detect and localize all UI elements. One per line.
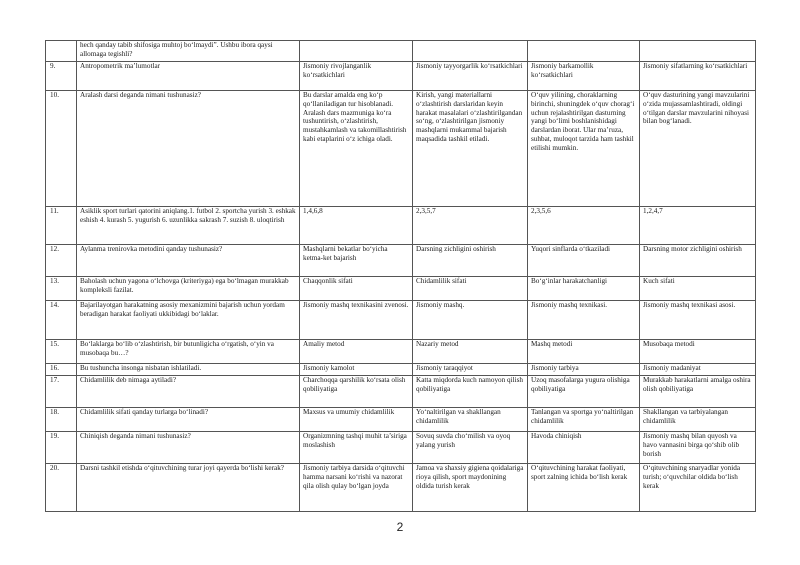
answer-option-d: Musobaqa metodi xyxy=(640,340,756,364)
answer-option-b: Jismoniy tayyorgarlik ko‘rsatkichlari xyxy=(413,62,528,91)
question-number: 10. xyxy=(46,91,77,207)
table-row xyxy=(46,207,756,245)
question-number: 17. xyxy=(46,376,77,408)
question-number: 15. xyxy=(46,340,77,364)
answer-option-c: Havoda chiniqish xyxy=(528,432,640,464)
answer-option-c: Tanlangan va sportga yo‘naltirilgan chidamlilik xyxy=(528,408,640,432)
question-number: 16. xyxy=(46,364,77,376)
table-row xyxy=(46,245,756,277)
answer-option-d: Darsning motor zichligini oshirish xyxy=(640,245,756,277)
question-text: Chidamlilik sifati qanday turlarga bo‘linadi? xyxy=(77,408,300,432)
question-text: Baholash uchun yagona o‘lchovga (kriteriyga) ega bo‘lmagan murakkab kompleksli fazilat. xyxy=(77,277,300,301)
answer-option-b: 2,3,5,7 xyxy=(413,207,528,245)
test-table-container xyxy=(45,40,755,512)
answer-option-a: Jismoniy kamolot xyxy=(300,364,413,376)
question-number xyxy=(46,41,77,62)
question-text: Asiklik sport turlari qatorini aniqlang.1. futbol 2. sportcha yurish 3. eshkak eshish 4. kurash 5. yugurish 6. uzunlikka sakrash 7. suzish 8. uloqtirish xyxy=(77,207,300,245)
question-text: Bajarilayotgan harakatning asosiy mexanizmini bajarish uchun yordam beradigan harakat faoliyati ukkibidagi bo‘laklar. xyxy=(77,301,300,340)
table-row xyxy=(46,408,756,432)
answer-option-a: Jismoniy mashq texnikasini zvenosi. xyxy=(300,301,413,340)
table-row xyxy=(46,91,756,207)
question-text: Chiniqish deganda nimani tushunasiz? xyxy=(77,432,300,464)
question-number: 9. xyxy=(46,62,77,91)
answer-option-c: O‘quv yilining, choraklarning birinchi, shuningdek o‘quv chorag‘i uchun rejalashtirilgan dasturning yangi bo‘limi boshlanishidagi darslardan iborat. Ular ma’ruza, suhbat, muloqot tarzida ham tashkil etilishi mumkin. xyxy=(528,91,640,207)
test-question-table xyxy=(45,40,756,512)
table-row xyxy=(46,376,756,408)
answer-option-d: Kuch sifati xyxy=(640,277,756,301)
answer-option-b: Darsning zichligini oshirish xyxy=(413,245,528,277)
answer-option-d: Jismoniy mashq bilan quyosh va havo vannasini birga qo‘shib olib borish xyxy=(640,432,756,464)
answer-option-a: Bu darslar amalda eng ko‘p qo‘llaniladigan tur hisoblanadi. Aralash dars mazmuniga ko‘ra tushuntirish, o‘zlashtirish, mustahkamlash va takomillashtirish kabi etaplarini o‘z ichiga oladi. xyxy=(300,91,413,207)
question-number: 20. xyxy=(46,464,77,512)
question-text: Antropometrik ma’lumotlar xyxy=(77,62,300,91)
answer-option-d: Jismoniy mashq texnikasi asosi. xyxy=(640,301,756,340)
answer-option-c: Jismoniy barkamollik ko‘rsatkichlari xyxy=(528,62,640,91)
question-text: Chidamlilik deb nimaga aytiladi? xyxy=(77,376,300,408)
table-row xyxy=(46,464,756,512)
question-text: Aralash darsi deganda nimani tushunasiz? xyxy=(77,91,300,207)
answer-option-a: Charchoqqa qarshilik ko‘rsata olish qobiliyatiga xyxy=(300,376,413,408)
answer-option-a: Mashqlarni bekatlar bo‘yicha ketma-ket bajarish xyxy=(300,245,413,277)
question-text: Bo‘laklarga bo‘lib o‘zlashtirish, bir butunligicha o‘rgatish, o‘yin va musobaqa bu…? xyxy=(77,340,300,364)
answer-option-b: Katta miqdorda kuch namoyon qilish qobiliyatiga xyxy=(413,376,528,408)
answer-option-a: Chaqqonlik sifati xyxy=(300,277,413,301)
answer-option-d: Jismoniy madaniyat xyxy=(640,364,756,376)
answer-option-a: 1,4,6,8 xyxy=(300,207,413,245)
table-row xyxy=(46,340,756,364)
answer-option-c: Mashq metodi xyxy=(528,340,640,364)
answer-option-a: Jismoniy rivojlanganlik ko‘rsatkichlari xyxy=(300,62,413,91)
table-row xyxy=(46,432,756,464)
answer-option-b: Kirish, yangi materiallarni o‘zlashtirish darslaridan keyin harakat masalalari o‘zlashtirilgandan so‘ng, o‘zlashtirilgan jismoniy mashqlarni mukammal bajarish maqsadida tashkil etiladi. xyxy=(413,91,528,207)
answer-option-d: O‘quv dasturining yangi mavzularini o‘zida mujassamlashtiradi, oldingi o‘tilgan darslar mavzularini nihoyasi bilan bog‘lanadi. xyxy=(640,91,756,207)
question-number: 19. xyxy=(46,432,77,464)
answer-option-c: Jismoniy tarbiya xyxy=(528,364,640,376)
table-row xyxy=(46,277,756,301)
answer-option-c xyxy=(528,41,640,62)
answer-option-c: 2,3,5,6 xyxy=(528,207,640,245)
answer-option-b: Nazariy metod xyxy=(413,340,528,364)
page-number: 2 xyxy=(396,520,404,534)
answer-option-d xyxy=(640,41,756,62)
question-number: 18. xyxy=(46,408,77,432)
answer-option-d: 1,2,4,7 xyxy=(640,207,756,245)
answer-option-b: Jamoa va shaxsiy gigiena qoidalariga rioya qilish, sport maydonining oldida turish kerak xyxy=(413,464,528,512)
answer-option-d: Jismoniy sifatlarning ko‘rsatkichlari xyxy=(640,62,756,91)
table-row xyxy=(46,62,756,91)
question-text: hech qanday tabib shifosiga muhtoj bo‘lmaydi”. Ushbu ibora qaysi allomaga tegishli? xyxy=(77,41,300,62)
answer-option-a: Organizmning tashqi muhit ta’siriga moslashish xyxy=(300,432,413,464)
question-number: 11. xyxy=(46,207,77,245)
answer-option-a: Jismoniy tarbiya darsida o‘qituvchi hamma narsani ko‘rishi va nazorat qila olish qulay bo‘lgan joyda xyxy=(300,464,413,512)
answer-option-a: Amaliy metod xyxy=(300,340,413,364)
answer-option-d: Shakllangan va tarbiyalangan chidamlilik xyxy=(640,408,756,432)
question-number: 12. xyxy=(46,245,77,277)
answer-option-c: Bo‘g‘inlar harakatchanligi xyxy=(528,277,640,301)
question-text: Aylanma trenirovka metodini qanday tushunasiz? xyxy=(77,245,300,277)
answer-option-c: Yuqori sinflarda o‘tkaziladi xyxy=(528,245,640,277)
answer-option-b: Jismoniy mashq. xyxy=(413,301,528,340)
question-text: Bu tushuncha insonga nisbatan ishlatiladi. xyxy=(77,364,300,376)
answer-option-b xyxy=(413,41,528,62)
answer-option-b: Yo‘naltirilgan va shakllangan chidamlilik xyxy=(413,408,528,432)
answer-option-c: Jismoniy mashq texnikasi. xyxy=(528,301,640,340)
answer-option-c: O‘qituvchining harakat faoliyati, sport zalning ichida bo‘lish kerak xyxy=(528,464,640,512)
answer-option-a xyxy=(300,41,413,62)
answer-option-b: Sovuq suvda cho‘milish va oyoq yalang yurish xyxy=(413,432,528,464)
table-row xyxy=(46,301,756,340)
question-text: Darsni tashkil etishda o‘qituvchining turar joyi qayerda bo‘lishi kerak? xyxy=(77,464,300,512)
answer-option-a: Maxsus va umumiy chidamlilik xyxy=(300,408,413,432)
table-row xyxy=(46,41,756,62)
answer-option-c: Uzoq masofalarga yugura olishiga qobiliyatiga xyxy=(528,376,640,408)
question-number: 13. xyxy=(46,277,77,301)
answer-option-d: Murakkab harakatlarni amalga oshira olish qobiliyatiga xyxy=(640,376,756,408)
question-number: 14. xyxy=(46,301,77,340)
answer-option-d: O‘qituvchining snaryadlar yonida turish; o‘quvchilar oldida bo‘lish kerak xyxy=(640,464,756,512)
table-body xyxy=(46,41,756,512)
answer-option-b: Chidamlilik sifati xyxy=(413,277,528,301)
answer-option-b: Jismoniy taraqqiyot xyxy=(413,364,528,376)
table-row xyxy=(46,364,756,376)
